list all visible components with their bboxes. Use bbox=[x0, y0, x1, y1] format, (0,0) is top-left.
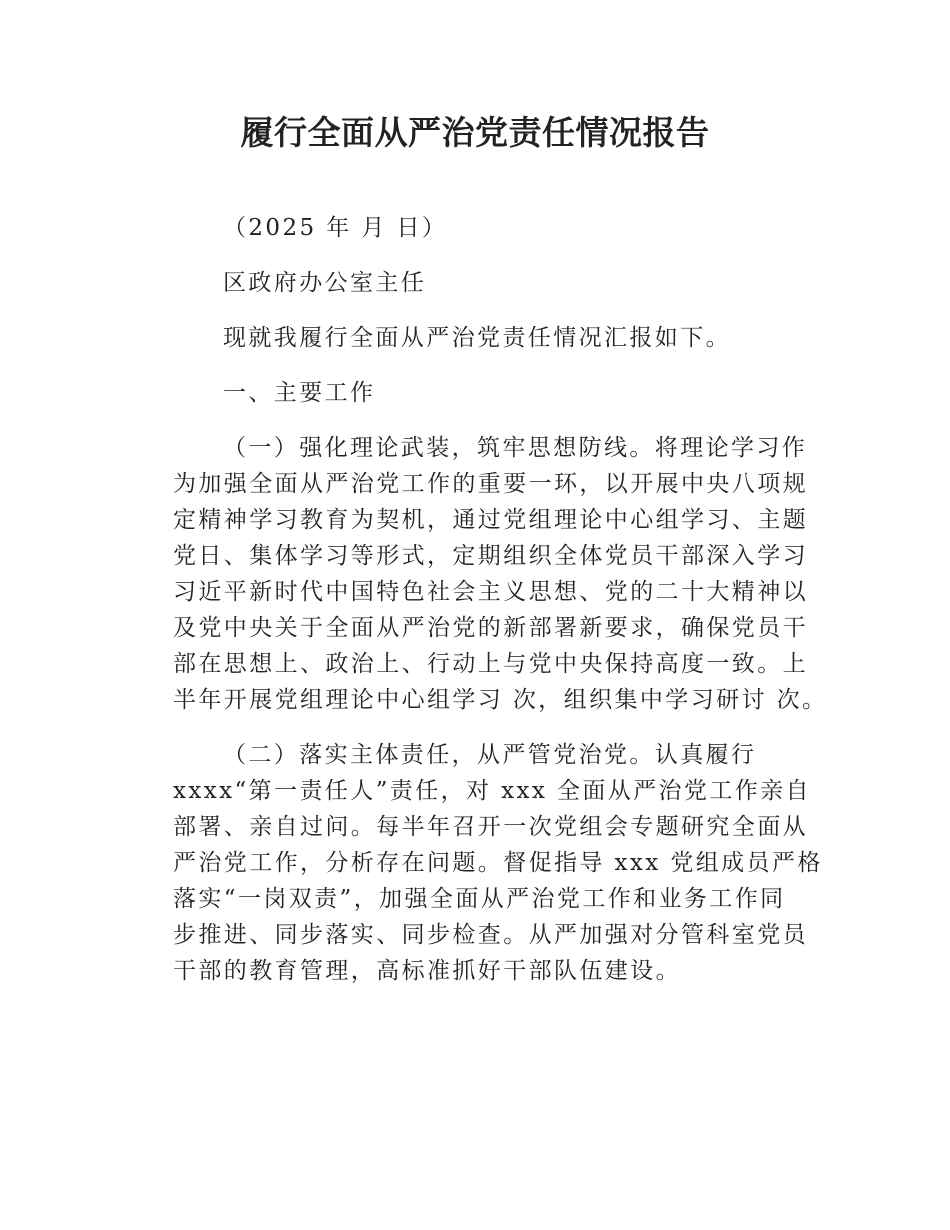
paragraph-line: 落实“一岗双责”，加强全面从严治党工作和业务工作同 bbox=[173, 886, 786, 912]
intro-line: 现就我履行全面从严治党责任情况汇报如下。 bbox=[223, 325, 731, 351]
paragraph-line: 定精神学习教育为契机，通过党组理论中心组学习、主题 bbox=[173, 507, 808, 533]
section-heading: 一、主要工作 bbox=[223, 380, 376, 406]
paragraph-line: 部署、亲自过问。每半年召开一次党组会专题研究全面从 bbox=[173, 814, 808, 840]
paragraph-line: 部在思想上、政治上、行动上与党中央保持高度一致。上 bbox=[173, 651, 808, 677]
paragraph-line: 干部的教育管理，高标准抓好干部队伍建设。 bbox=[173, 958, 681, 984]
document-body bbox=[173, 210, 828, 989]
date-line: （2025 年 月 日） bbox=[223, 215, 448, 241]
paragraph-line: 严治党工作，分析存在问题。督促指导 xxx 党组成员严格 bbox=[173, 850, 823, 876]
paragraph-line: 习近平新时代中国特色社会主义思想、党的二十大精神以 bbox=[173, 579, 808, 605]
paragraph-line: 及党中央关于全面从严治党的新部署新要求，确保党员干 bbox=[173, 615, 808, 641]
paragraph-line: （二）落实主体责任，从严管党治党。认真履行 bbox=[223, 742, 757, 768]
paragraph-line: 党日、集体学习等形式，定期组织全体党员干部深入学习 bbox=[173, 543, 808, 569]
paragraph-line: 半年开展党组理论中心组学习 次，组织集中学习研讨 次。 bbox=[173, 687, 828, 713]
paragraph-line: （一）强化理论武装，筑牢思想防线。将理论学习作 bbox=[223, 435, 808, 461]
paragraph-line: xxxx“第一责任人”责任，对 xxx 全面从严治党工作亲自 bbox=[173, 778, 811, 804]
document-title: 履行全面从严治党责任情况报告 bbox=[240, 113, 710, 152]
paragraph-2 bbox=[173, 737, 823, 989]
paragraph-1 bbox=[173, 430, 828, 718]
paragraph-line: 步推进、同步落实、同步检查。从严加强对分管科室党员 bbox=[173, 922, 808, 948]
author-line: 区政府办公室主任 bbox=[223, 270, 427, 296]
paragraph-line: 为加强全面从严治党工作的重要一环，以开展中央八项规 bbox=[173, 471, 808, 497]
